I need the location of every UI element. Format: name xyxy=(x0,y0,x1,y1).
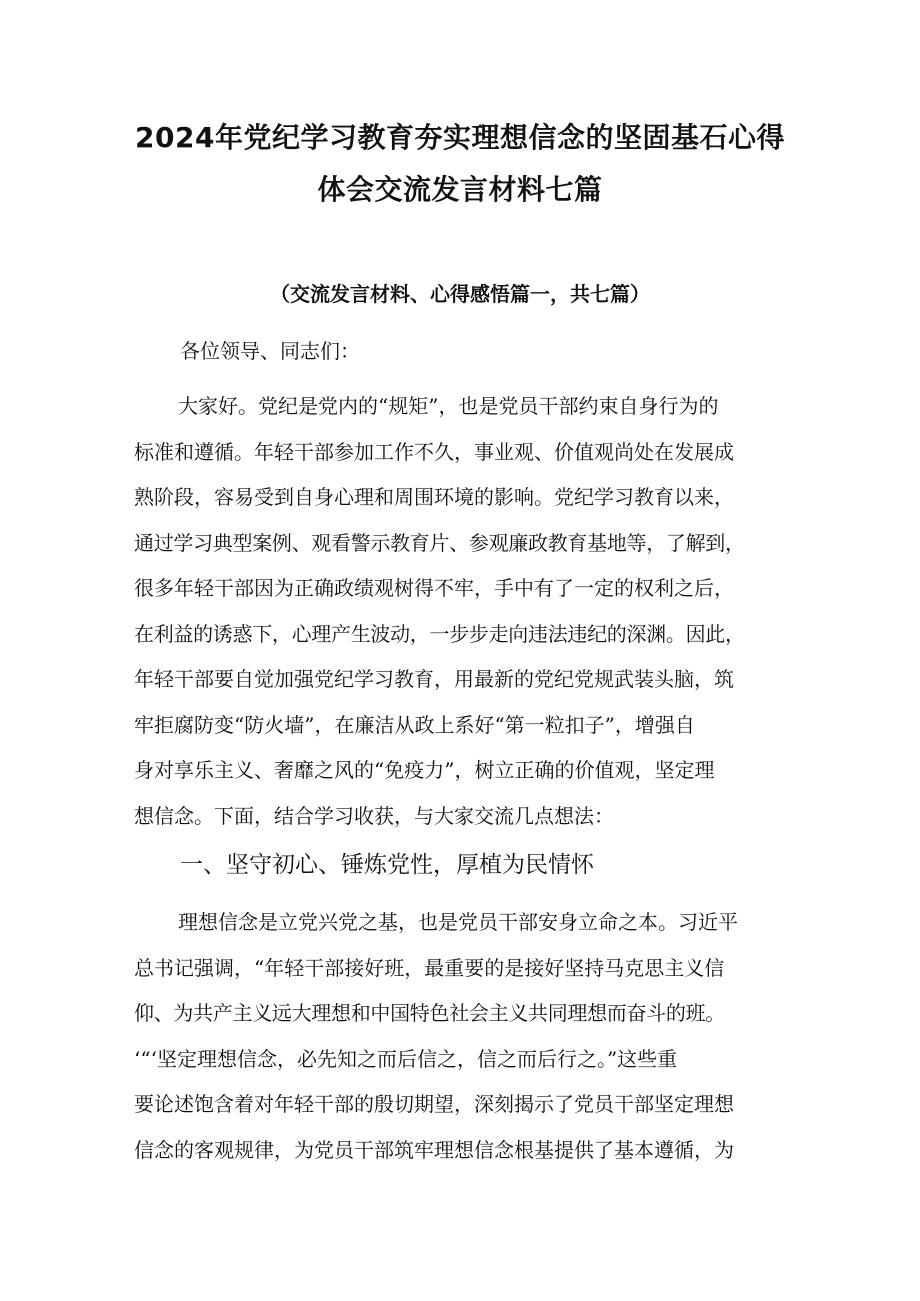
paragraph-line: 在利益的诱惑下，心理产生波动，一步步走向违法违纪的深渊。因此， xyxy=(134,621,745,646)
salutation: 各位领导、同志们： xyxy=(180,339,360,363)
paragraph-line: 信念的客观规律，为党员干部筑牢理想信念根基提供了基本遵循，为 xyxy=(134,1137,734,1162)
paragraph-line: 很多年轻干部因为正确政绩观树得不牢，手中有了一定的权利之后， xyxy=(134,576,734,600)
title-line-1: 2024年党纪学习教育夯实理想信念的坚固基石心得 xyxy=(135,121,785,154)
paragraph-line: 要论述饱含着对年轻干部的殷切期望，深刻揭示了党员干部坚定理想 xyxy=(134,1092,734,1116)
section-heading-1: 一、坚守初心、锤炼党性，厚植为民情怀 xyxy=(180,852,594,878)
paragraph-line: 理想信念是立党兴党之基，也是党员干部安身立命之本。习近平 xyxy=(178,910,738,934)
paragraph-line: 想信念。下面，结合学习收获，与大家交流几点想法： xyxy=(134,803,614,828)
paragraph-intro xyxy=(134,384,794,839)
document-title xyxy=(135,112,785,216)
paragraph-line: 总书记强调，“年轻干部接好班，最重要的是接好坚持马克思主义信 xyxy=(134,955,725,980)
paragraph-line: 年轻干部要自觉加强党纪学习教育，用最新的党纪党规武装头脑，筑 xyxy=(134,667,734,691)
document-subtitle: （交流发言材料、心得感悟篇一，共七篇） xyxy=(270,282,650,306)
paragraph-line: 身对享乐主义、奢靡之风的“免疫力”，树立正确的价值观，坚定理 xyxy=(134,758,715,782)
paragraph-line: 标准和遵循。年轻干部参加工作不久，事业观、价值观尚处在发展成 xyxy=(134,439,734,464)
paragraph-line: 仰、为共产主义远大理想和中国特色社会主义共同理想而奋斗的班。 xyxy=(134,1001,725,1025)
paragraph-section-1 xyxy=(134,900,794,1173)
paragraph-line: 大家好。党纪是党内的“规矩”，也是党员干部约束自身行为的 xyxy=(178,394,719,418)
paragraph-line: 通过学习典型案例、观看警示教育片、参观廉政教育基地等，了解到， xyxy=(134,530,745,555)
title-line-2: 体会交流发言材料七篇 xyxy=(317,173,603,206)
paragraph-line: 牢拒腐防变“防火墙”，在廉洁从政上系好“第一粒扣子”，增强自 xyxy=(134,712,695,737)
paragraph-line: 熟阶段，容易受到自身心理和周围环境的影响。党纪学习教育以来， xyxy=(134,485,734,509)
paragraph-line: ‘“‘坚定理想信念，必先知之而后信之，信之而后行之。”这些重 xyxy=(134,1046,678,1071)
